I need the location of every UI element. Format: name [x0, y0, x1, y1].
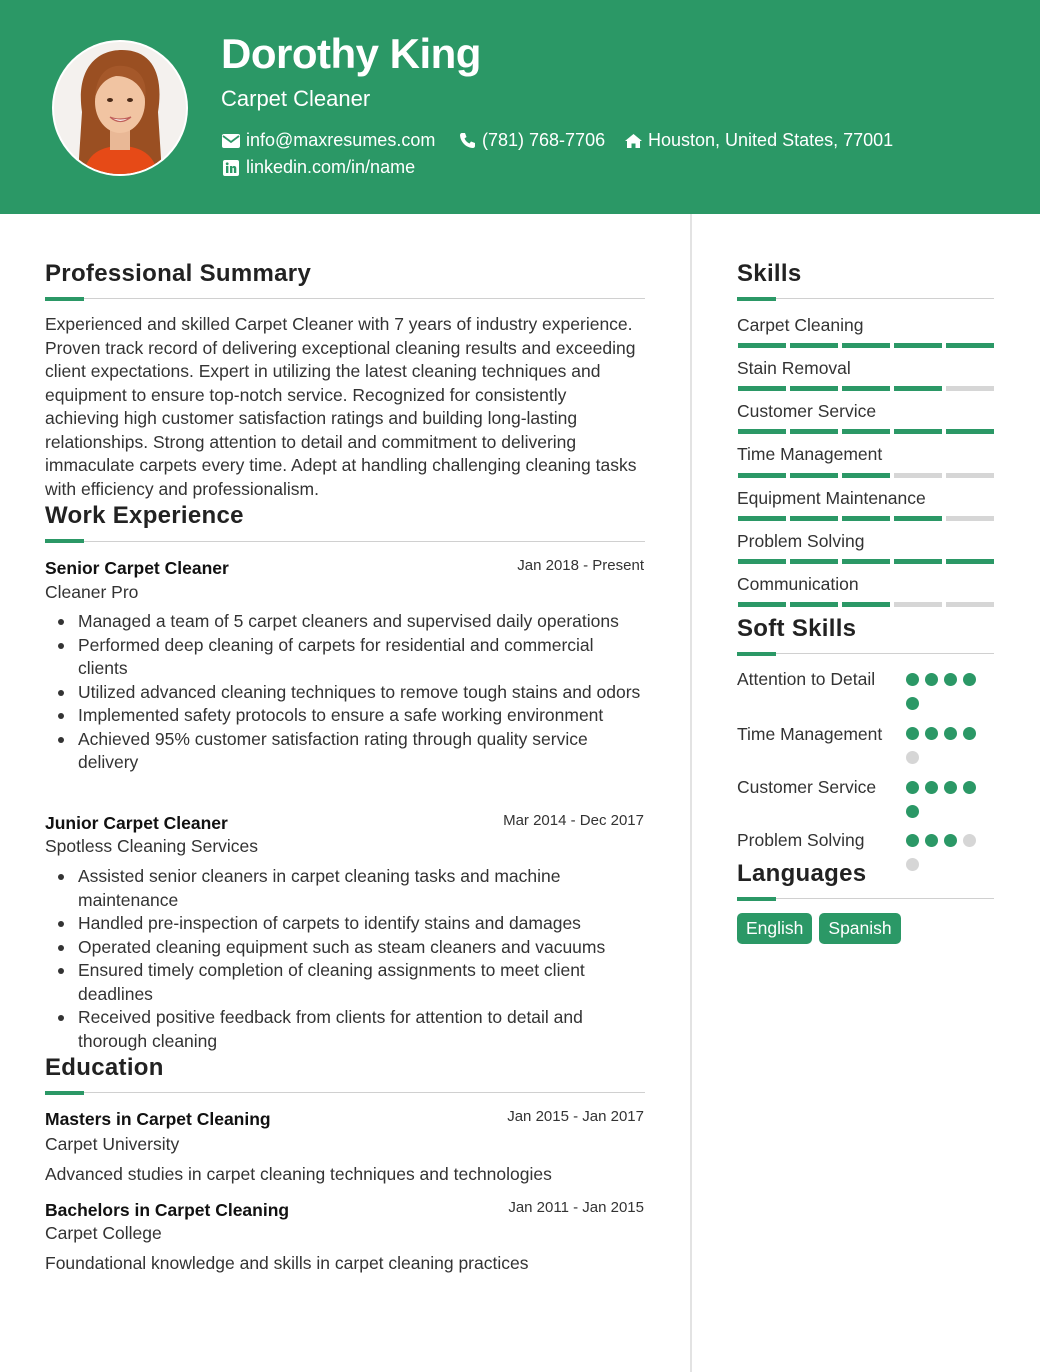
skill-bar-segment — [738, 516, 786, 521]
skill-bar-segment — [790, 602, 838, 607]
skill-bar-segment — [790, 473, 838, 478]
skill-bar-segment — [946, 559, 994, 564]
location-contact — [623, 130, 893, 151]
skill-bar-segment — [946, 429, 994, 434]
skill-bar-segment — [842, 343, 890, 348]
rating-dot — [906, 858, 919, 871]
profile-photo — [52, 40, 188, 176]
rating-dot — [906, 673, 919, 686]
rating-dot — [925, 834, 938, 847]
skill-bar-segment — [842, 386, 890, 391]
summary-text: Experienced and skilled Carpet Cleaner with 7 years of industry experience. Proven track record of delivering exceptional cleaning results and exceeding client expectations. Expert in utilizing the latest cleaning techniques and equipment to ensure top-notch service. Recognized for consistently achieving high customer satisfaction ratings and building long-lasting relationships. Strong attention to detail and commitment to delivering immaculate carpets every time. Adept at handling challenging cleaning tasks with efficiency and professionalism. — [45, 314, 637, 499]
skills-heading: Skills — [737, 260, 802, 287]
language-tag: Spanish — [819, 913, 900, 944]
soft-skills-heading: Soft Skills — [737, 615, 857, 642]
degree-title: Bachelors in Carpet Cleaning — [45, 1200, 290, 1220]
school-name: Carpet College — [45, 1223, 162, 1243]
skill-level-bar — [738, 602, 994, 607]
rating-dot — [963, 673, 976, 686]
job-title: Senior Carpet Cleaner — [45, 558, 229, 578]
phone-text[interactable]: (781) 768-7706 — [482, 130, 606, 150]
job-bullets — [45, 610, 645, 775]
degree-dates: Jan 2011 - Jan 2015 — [508, 1199, 644, 1216]
job-company: Cleaner Pro — [45, 582, 139, 602]
skill-bar-segment — [738, 386, 786, 391]
rating-dot — [906, 697, 919, 710]
rating-dot — [925, 727, 938, 740]
job-bullet: Received positive feedback from clients for attention to detail and thorough cleaning — [45, 1006, 645, 1053]
degree-description: Foundational knowledge and skills in carpet cleaning practices — [45, 1253, 529, 1273]
skill-bar-segment — [842, 602, 890, 607]
experience-rule — [45, 541, 645, 542]
skill-bar-segment — [790, 386, 838, 391]
rating-dot — [906, 727, 919, 740]
education-heading: Education — [45, 1054, 164, 1081]
job-bullet: Performed deep cleaning of carpets for residential and commercial clients — [45, 634, 645, 681]
skill-level-bar — [738, 473, 994, 478]
skill-bar-segment — [790, 343, 838, 348]
languages-heading: Languages — [737, 860, 867, 887]
rating-dot — [944, 727, 957, 740]
skill-level-bar — [738, 559, 994, 564]
skill-bar-segment — [946, 602, 994, 607]
skill-bar-segment — [738, 473, 786, 478]
soft-skill-rating — [906, 673, 978, 710]
job-company: Spotless Cleaning Services — [45, 836, 259, 856]
skill-bar-segment — [738, 559, 786, 564]
school-name: Carpet University — [45, 1134, 180, 1154]
skill-bar-segment — [894, 559, 942, 564]
skill-bar-segment — [842, 473, 890, 478]
skill-bar-segment — [946, 516, 994, 521]
job-bullet: Utilized advanced cleaning techniques to remove tough stains and odors — [45, 681, 645, 705]
skill-bar-segment — [842, 429, 890, 434]
experience-heading: Work Experience — [45, 502, 244, 529]
skill-name: Carpet Cleaning — [737, 315, 864, 335]
rating-dot — [944, 673, 957, 686]
soft-skill-name: Customer Service — [737, 777, 877, 797]
skill-bar-segment — [894, 473, 942, 478]
rating-dot — [906, 805, 919, 818]
job-bullet: Assisted senior cleaners in carpet cleaning tasks and machine maintenance — [45, 865, 645, 912]
rating-dot — [906, 834, 919, 847]
phone-contact[interactable] — [457, 130, 605, 151]
job-bullets — [45, 865, 645, 1053]
linkedin-icon — [221, 158, 241, 178]
rating-dot — [944, 781, 957, 794]
linkedin-text[interactable]: linkedin.com/in/name — [246, 157, 416, 177]
email-text[interactable]: info@maxresumes.com — [246, 130, 436, 150]
linkedin-contact[interactable] — [221, 157, 415, 178]
skill-bar-segment — [790, 516, 838, 521]
skill-level-bar — [738, 516, 994, 521]
education-rule — [45, 1092, 645, 1093]
soft-skills-rule-accent — [737, 652, 776, 656]
skill-name: Time Management — [737, 444, 883, 464]
rating-dot — [925, 781, 938, 794]
rating-dot — [963, 727, 976, 740]
soft-skill-name: Problem Solving — [737, 830, 865, 850]
summary-heading: Professional Summary — [45, 260, 312, 287]
skill-bar-segment — [790, 429, 838, 434]
soft-skill-name: Attention to Detail — [737, 669, 876, 689]
skill-bar-segment — [946, 343, 994, 348]
language-tags — [737, 913, 901, 944]
skill-bar-segment — [894, 386, 942, 391]
job-title: Junior Carpet Cleaner — [45, 813, 228, 833]
skill-level-bar — [738, 429, 994, 434]
job-bullet: Achieved 95% customer satisfaction rating through quality service delivery — [45, 728, 645, 775]
skill-bar-segment — [842, 516, 890, 521]
envelope-icon — [221, 131, 241, 151]
skill-bar-segment — [894, 343, 942, 348]
skill-bar-segment — [842, 559, 890, 564]
job-bullet: Handled pre-inspection of carpets to identify stains and damages — [45, 912, 645, 936]
skill-bar-segment — [894, 602, 942, 607]
skill-name: Communication — [737, 574, 859, 594]
resume-header — [0, 0, 1040, 214]
languages-rule-accent — [737, 897, 776, 901]
candidate-name: Dorothy King — [221, 30, 481, 77]
language-tag: English — [737, 913, 812, 944]
email-contact[interactable] — [221, 130, 435, 151]
skills-rule-accent — [737, 297, 776, 301]
job-bullet: Managed a team of 5 carpet cleaners and supervised daily operations — [45, 610, 645, 634]
rating-dot — [963, 834, 976, 847]
skill-name: Problem Solving — [737, 531, 865, 551]
rating-dot — [963, 781, 976, 794]
rating-dot — [906, 751, 919, 764]
skill-bar-segment — [738, 602, 786, 607]
job-bullet: Ensured timely completion of cleaning assignments to meet client deadlines — [45, 959, 645, 1006]
skill-bar-segment — [946, 473, 994, 478]
rating-dot — [906, 781, 919, 794]
location-text: Houston, United States, 77001 — [648, 130, 894, 150]
job-dates: Mar 2014 - Dec 2017 — [503, 812, 644, 829]
column-divider — [690, 214, 692, 1372]
candidate-title: Carpet Cleaner — [221, 86, 371, 111]
skill-bar-segment — [946, 386, 994, 391]
skill-name: Stain Removal — [737, 358, 851, 378]
degree-description: Advanced studies in carpet cleaning techniques and technologies — [45, 1164, 552, 1184]
summary-rule-accent — [45, 297, 84, 301]
soft-skill-rating — [906, 727, 978, 764]
soft-skill-rating — [906, 781, 978, 818]
skill-bar-segment — [790, 559, 838, 564]
degree-dates: Jan 2015 - Jan 2017 — [507, 1108, 644, 1125]
skill-level-bar — [738, 343, 994, 348]
skill-name: Equipment Maintenance — [737, 488, 926, 508]
job-bullet: Operated cleaning equipment such as steam cleaners and vacuums — [45, 936, 645, 960]
education-rule-accent — [45, 1091, 84, 1095]
soft-skill-rating — [906, 834, 978, 871]
portrait-image — [54, 42, 186, 174]
home-icon — [623, 131, 643, 151]
job-bullet: Implemented safety protocols to ensure a safe working environment — [45, 704, 645, 728]
soft-skill-name: Time Management — [737, 724, 883, 744]
skill-bar-segment — [738, 343, 786, 348]
rating-dot — [925, 673, 938, 686]
phone-icon — [457, 131, 477, 151]
rating-dot — [944, 834, 957, 847]
degree-title: Masters in Carpet Cleaning — [45, 1109, 271, 1129]
skill-level-bar — [738, 386, 994, 391]
skill-bar-segment — [894, 429, 942, 434]
skill-name: Customer Service — [737, 401, 877, 421]
job-dates: Jan 2018 - Present — [517, 557, 644, 574]
skill-bar-segment — [894, 516, 942, 521]
summary-rule — [45, 298, 645, 299]
experience-rule-accent — [45, 539, 84, 543]
skill-bar-segment — [738, 429, 786, 434]
